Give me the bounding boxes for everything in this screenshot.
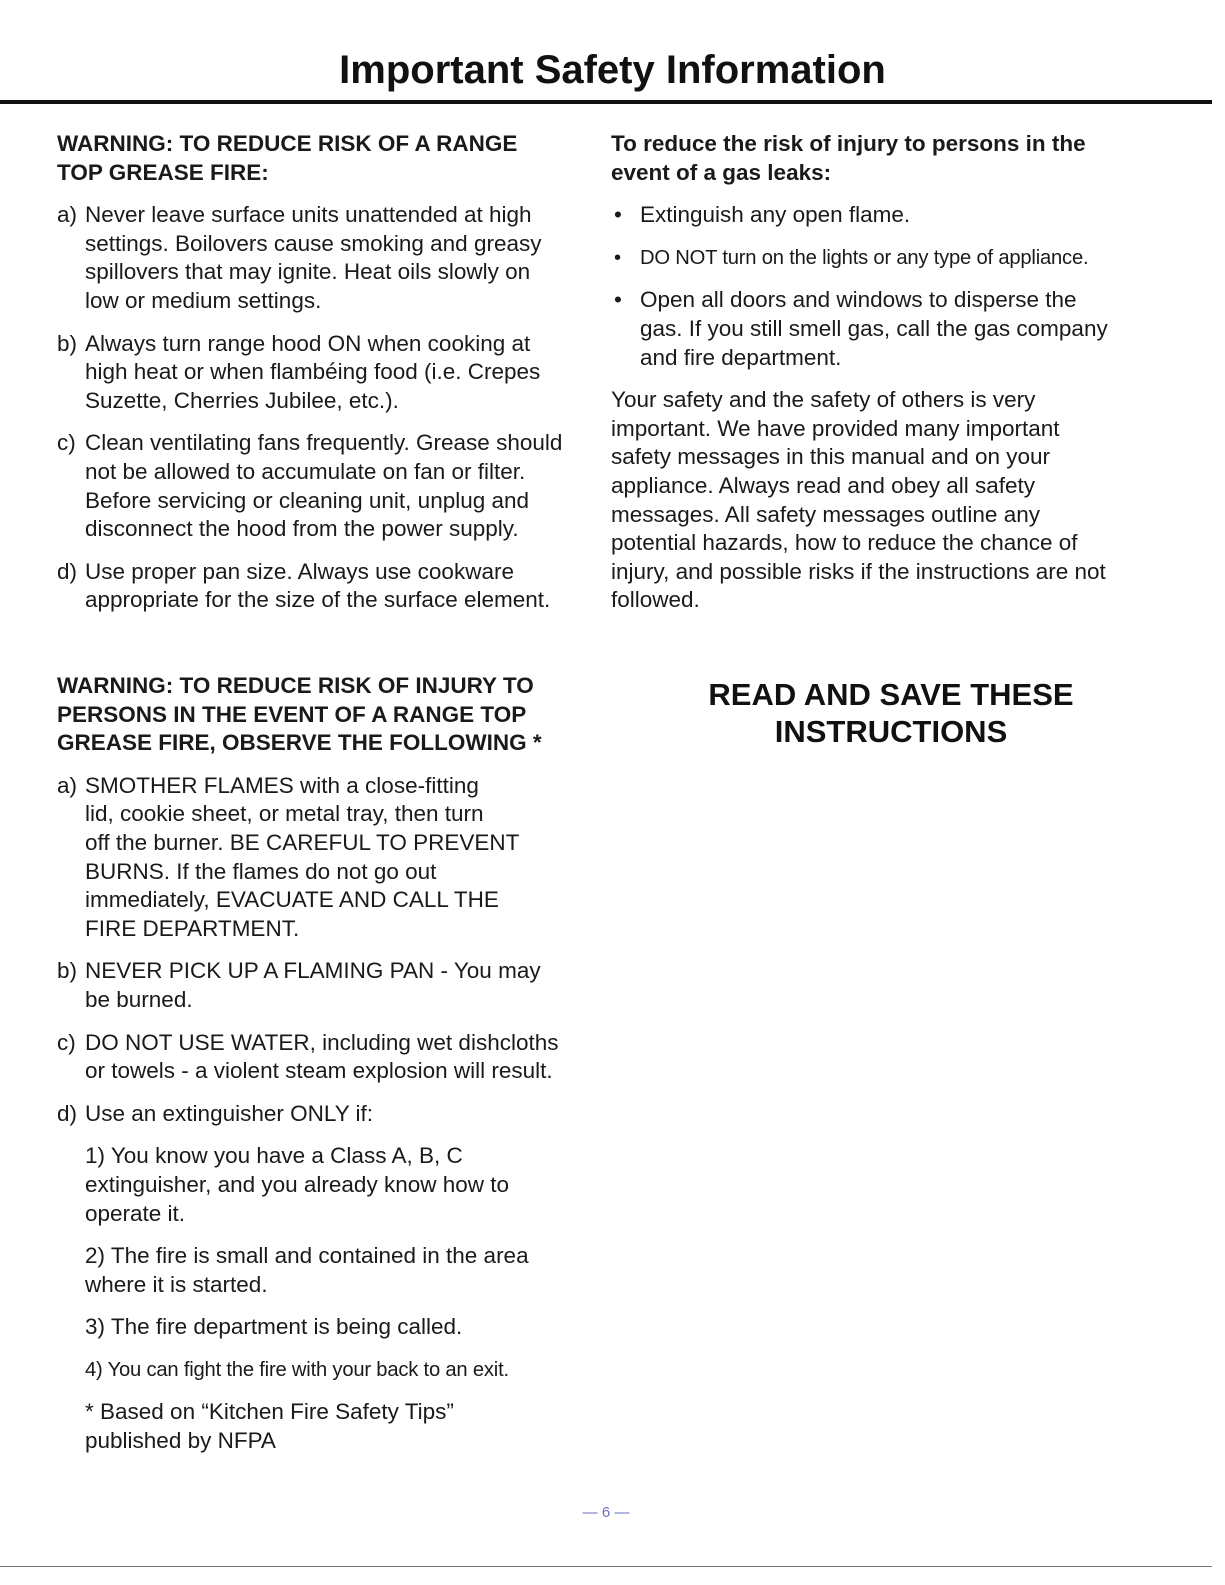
- bullet-item: • DO NOT turn on the lights or any type of appliance.: [611, 244, 1171, 273]
- condition-item: 2) The fire is small and contained in the area where it is started.: [85, 1243, 529, 1297]
- list-item: a) SMOTHER FLAMES with a close-fitting lid, cookie sheet, or metal tray, then turn off the burner. BE CAREFUL TO PREVENT BURNS. If the flames do not go out immediately, EVACUATE AND CALL THE FIRE DEPARTMENT.: [57, 772, 520, 941]
- list-item: b) NEVER PICK UP A FLAMING PAN - You may be burned.: [57, 958, 541, 1012]
- section-heading: To reduce the risk of injury to persons in the event of a gas leaks:: [611, 131, 1086, 185]
- page-number: — 6 —: [582, 1504, 630, 1521]
- grease-fire-injury-warning-section: [57, 672, 602, 1456]
- footer-divider: [0, 1566, 1212, 1567]
- list-item: d) Use proper pan size. Always use cookware appropriate for the size of the surface element.: [57, 558, 551, 613]
- footnote: * Based on “Kitchen Fire Safety Tips” published by NFPA: [85, 1399, 454, 1454]
- condition-item: 4) You can fight the fire with your back to an exit.: [85, 1358, 509, 1381]
- section-heading: WARNING: TO REDUCE RISK OF INJURY TO PERSONS IN THE EVENT OF A RANGE TOP GREASE FIRE, OBSERVE THE FOLLOWING *: [57, 673, 542, 756]
- condition-item: 1) You know you have a Class A, B, C extinguisher, and you already know how to operate it.: [85, 1143, 510, 1226]
- bullet-icon: •: [614, 287, 622, 313]
- bullet-icon: •: [614, 246, 621, 269]
- section-heading: WARNING: TO REDUCE RISK OF A RANGE TOP GREASE FIRE:: [57, 131, 518, 185]
- list-item: a) Never leave surface units unattended at high settings. Boilovers cause smoking and greasy spillovers that may ignite. Heat oils slowly on low or medium settings.: [57, 202, 542, 313]
- page-title: Important Safety Information: [339, 48, 886, 92]
- bullet-icon: •: [614, 202, 622, 228]
- gas-leak-section: [611, 130, 1171, 615]
- list-item: d) Use an extinguisher ONLY if:: [57, 1100, 374, 1126]
- list-item: c) Clean ventilating fans frequently. Grease should not be allowed to accumulate on fan or filter. Before servicing or cleaning unit, unplug and disconnect the hood from the power supply.: [57, 430, 563, 542]
- grease-fire-warning-section: [57, 130, 602, 615]
- list-item: c) DO NOT USE WATER, including wet dishcloths or towels - a violent steam explosion will result.: [57, 1029, 559, 1084]
- list-item: b) Always turn range hood ON when cooking at high heat or when flambéing food (i.e. Crepes Suzette, Cherries Jubilee, etc.).: [57, 330, 541, 413]
- condition-item: 3) The fire department is being called.: [85, 1314, 463, 1340]
- title-divider: [0, 100, 1212, 104]
- safety-paragraph: Your safety and the safety of others is very important. We have provided many important safety messages in this manual and on your appliance. Always read and obey all safety messages. All safety messages outline any potential hazards, how to reduce the chance of injury, and possible risks if the instructions are not followed.: [611, 387, 1106, 613]
- read-and-save-notice: READ AND SAVE THESE INSTRUCTIONS: [708, 677, 1074, 749]
- bullet-item: • Open all doors and windows to disperse the gas. If you still smell gas, call the gas company and fire department.: [614, 287, 1108, 370]
- bullet-item: • Extinguish any open flame.: [611, 201, 1171, 230]
